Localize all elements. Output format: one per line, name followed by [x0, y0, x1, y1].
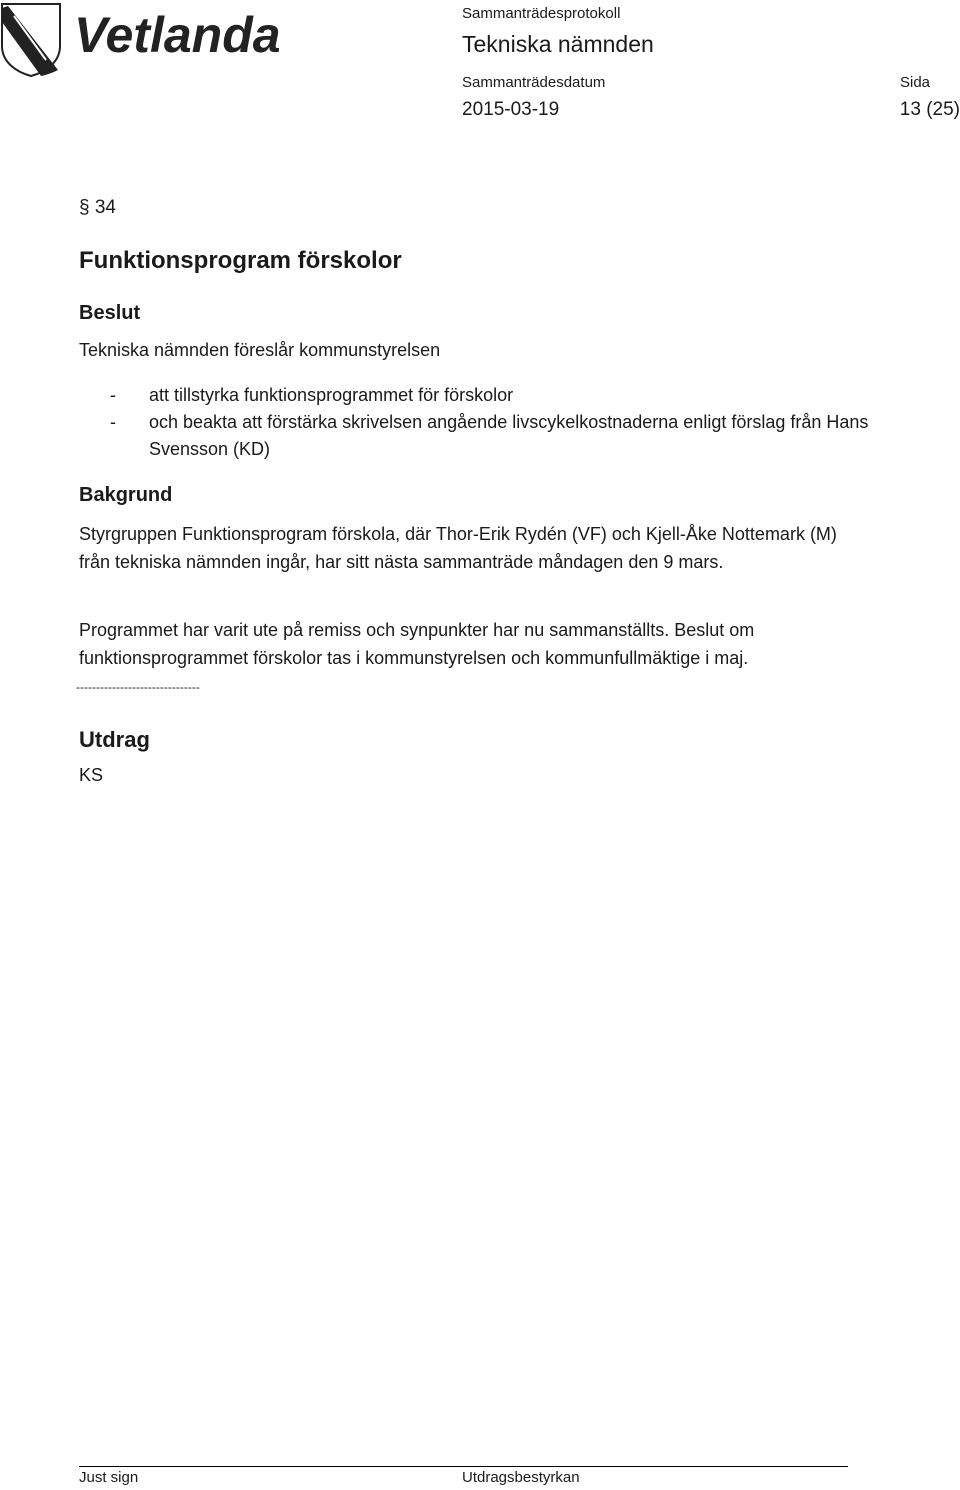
paragraph-number: § 34 [79, 197, 116, 218]
utdrag-recipient: KS [79, 765, 104, 785]
footer-divider [79, 1466, 848, 1467]
document-type: Sammanträdesprotokoll [462, 5, 621, 22]
list-marker: - [110, 385, 116, 405]
meeting-date-label: Sammanträdesdatum [462, 74, 606, 91]
page-number: 13 (25) [899, 99, 960, 120]
bakgrund-paragraph: Programmet har varit ute på remiss och synpunkter har nu sammanställts. Beslut om funktionsprogrammet förskolor tas i kommunstyrelsen och kommunfullmäktige i maj. [79, 620, 755, 668]
utdrag-heading: Utdrag [79, 727, 150, 752]
list-item-text: och beakta att förstärka skrivelsen angående livscykelkostnaderna enligt förslag från Hans Svensson (KD) [149, 412, 869, 459]
beslut-intro: Tekniska nämnden föreslår kommunstyrelsen [79, 340, 441, 360]
just-sign-label: Just sign [79, 1469, 139, 1486]
logo-wordmark: Vetlanda [74, 7, 281, 63]
beslut-list [110, 382, 870, 463]
meeting-date-value: 2015-03-19 [462, 99, 560, 120]
committee-name: Tekniska nämnden [462, 31, 654, 57]
vetlanda-logo [0, 0, 290, 78]
vetlanda-coat-of-arms-icon [0, 0, 290, 78]
page-label: Sida [900, 74, 931, 91]
bakgrund-heading: Bakgrund [79, 484, 173, 506]
list-item [110, 409, 870, 463]
beslut-heading: Beslut [79, 302, 141, 324]
utdragsbestyrkan-label: Utdragsbestyrkan [462, 1469, 580, 1486]
bakgrund-paragraph: Styrgruppen Funktionsprogram förskola, där Thor-Erik Rydén (VF) och Kjell-Åke Nottemark (M) från tekniska nämnden ingår, har sitt nästa sammanträde måndagen den 9 mars. [79, 524, 837, 572]
separator: ------------------------------- [76, 680, 200, 694]
page-title: Funktionsprogram förskolor [79, 247, 402, 274]
list-marker: - [110, 412, 116, 432]
list-item [110, 382, 870, 409]
list-item-text: att tillstyrka funktionsprogrammet för förskolor [149, 385, 514, 405]
